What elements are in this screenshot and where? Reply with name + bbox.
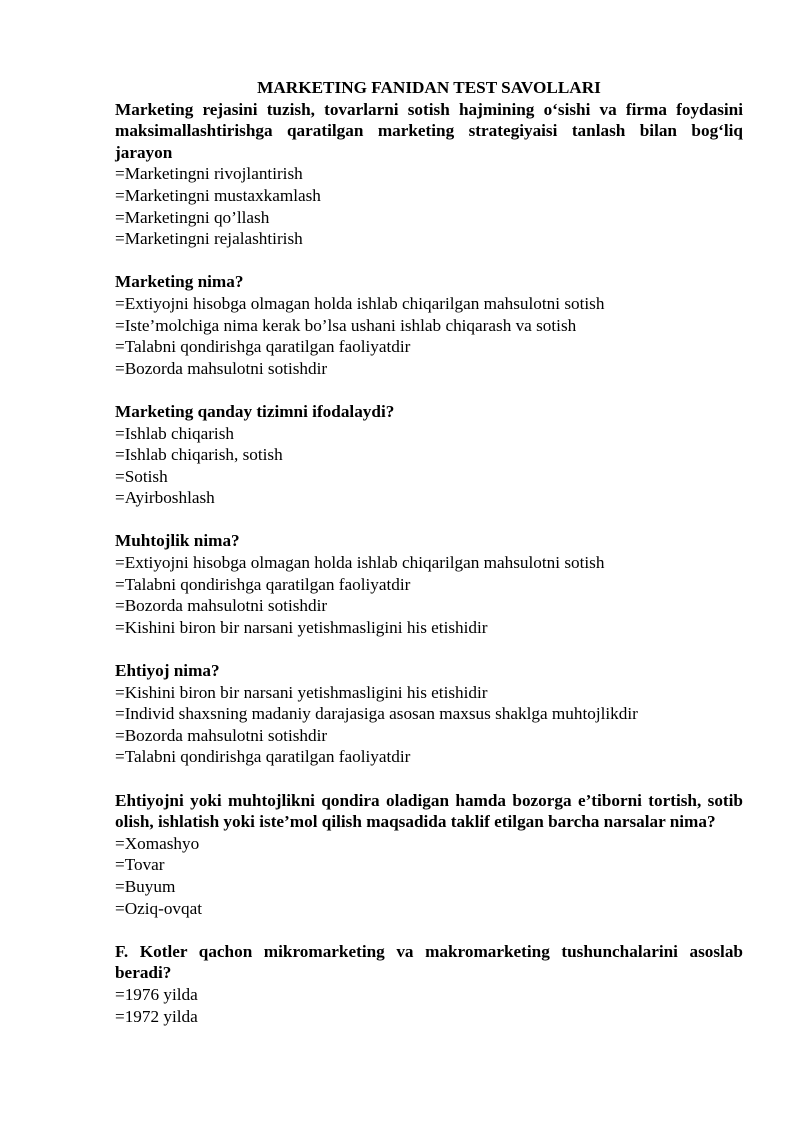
document-title: MARKETING FANIDAN TEST SAVOLLARI [257,78,601,97]
question-block-4 [115,530,743,638]
answer-option: =Extiyojni hisobga olmagan holda ishlab chiqarilgan mahsulotni sotish [115,293,605,313]
answer-option: =Ayirboshlash [115,488,215,508]
question-block-3 [115,401,743,509]
question-block-5 [115,660,743,768]
question-text: Ehtiyojni yoki muhtojlikni qondira oladigan hamda bozorga e’tiborni tortish, sotib olish, ishlatish yoki iste’mol qilish maqsadida taklif etilgan barcha narsalar nima? [115,790,743,832]
answer-option: =Bozorda mahsulotni sotishdir [115,358,328,378]
answer-option: =Ishlab chiqarish, sotish [115,445,283,465]
question-block-6 [115,790,743,920]
answer-option: =Kishini biron bir narsani yetishmasligini his etishidir [115,617,488,637]
question-text: Marketing nima? [115,272,244,292]
answer-option: =Bozorda mahsulotni sotishdir [115,596,328,616]
answer-option: =Marketingni qo’llash [115,207,270,227]
answer-option: =Extiyojni hisobga olmagan holda ishlab chiqarilgan mahsulotni sotish [115,553,605,573]
answer-option: =Xomashyo [115,833,200,853]
answer-option: =Bozorda mahsulotni sotishdir [115,725,328,745]
document-page [115,77,743,1049]
answer-option: =Marketingni rivojlantirish [115,164,303,184]
answer-option: =Talabni qondirishga qaratilgan faoliyatdir [115,574,411,594]
question-text: Marketing rejasini tuzish, tovarlarni sotish hajmining o‘sishi va firma foydasini maksimallashtirishga qaratilgan marketing strategiyaisi tanlash bilan bog‘liq jarayon [115,99,743,162]
question-text: Ehtiyoj nima? [115,661,220,681]
answer-option: =Individ shaxsning madaniy darajasiga asosan maxsus shaklga muhtojlikdir [115,704,638,724]
answer-option: =Marketingni mustaxkamlash [115,185,321,205]
answer-option: =Talabni qondirishga qaratilgan faoliyatdir [115,747,411,767]
question-text: Marketing qanday tizimni ifodalaydi? [115,401,395,421]
answer-option: =Talabni qondirishga qaratilgan faoliyatdir [115,337,411,357]
question-block-1 [115,99,743,250]
answer-option: =Oziq-ovqat [115,898,203,918]
question-block-2 [115,271,743,379]
answer-option: =Ishlab chiqarish [115,423,234,443]
question-block-7 [115,941,743,1027]
answer-option: =Kishini biron bir narsani yetishmasligini his etishidir [115,682,488,702]
answer-option: =Buyum [115,876,176,896]
answer-option: =1976 yilda [115,984,198,1004]
answer-option: =Iste’molchiga nima kerak bo’lsa ushani ishlab chiqarash va sotish [115,315,577,335]
answer-option: =1972 yilda [115,1006,198,1026]
answer-option: =Tovar [115,855,165,875]
answer-option: =Marketingni rejalashtirish [115,229,303,249]
question-text: F. Kotler qachon mikromarketing va makromarketing tushunchalarini asoslab beradi? [115,941,743,983]
question-text: Muhtojlik nima? [115,531,240,551]
answer-option: =Sotish [115,466,168,486]
